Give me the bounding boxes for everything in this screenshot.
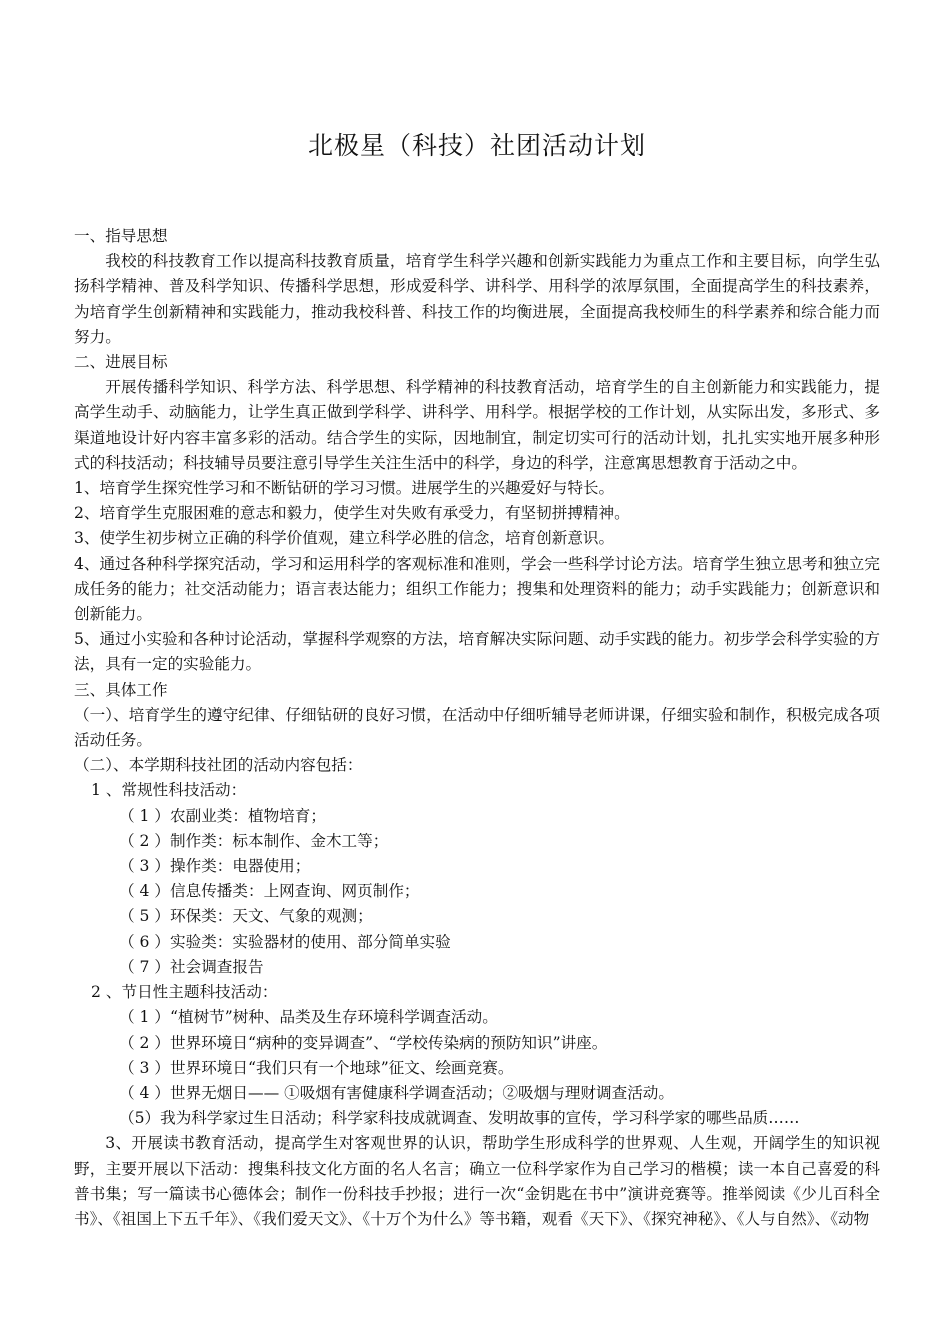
- routine-activity-item: （ 5 ）环保类：天文、气象的观测；: [119, 907, 373, 926]
- goal-item-5: 5、通过小实验和各种讨论活动，掌握科学观察的方法，培育解决实际问题、动手实践的能力。初步学会科学实验的方法，具有一定的实验能力。: [74, 630, 880, 674]
- festival-activity-item: （ 2 ）世界环境日“病种的变异调查”、“学校传染病的预防知识”讲座。: [119, 1033, 608, 1052]
- goal-item-1: 1、培育学生探究性学习和不断钻研的学习习惯。进展学生的兴趣爱好与特长。: [74, 479, 615, 498]
- document-title: 北极星（科技）社团活动计划: [307, 131, 646, 160]
- festival-activity-item: （ 3 ）世界环境日“我们只有一个地球”征文、绘画竞赛。: [119, 1058, 514, 1077]
- section1-heading: 一、指导思想: [74, 227, 168, 245]
- document-body: [74, 224, 880, 1232]
- goal-item-4: 4、通过各种科学探究活动，学习和运用科学的客观标准和准则，学会一些科学讨论方法。培育学生独立思考和独立完成任务的能力；社交活动能力；语言表达能力；组织工作能力；搜集和处理资料的能力；动手实践能力；创新意识和创新能力。: [74, 554, 880, 624]
- routine-activity-item: （ 3 ）操作类：电器使用；: [119, 857, 311, 876]
- festival-activity-item: （5）我为科学家过生日活动；科学家科技成就调查、发明故事的宣传，学习科学家的哪些品质……: [119, 1109, 800, 1128]
- section2-paragraph: 开展传播科学知识、科学方法、科学思想、科学精神的科技教育活动，培育学生的自主创新能力和实践能力，提高学生动手、动脑能力，让学生真正做到学科学、讲科学、用科学。根据学校的工作计划，从实际出发，多形式、多渠道地设计好内容丰富多彩的活动。结合学生的实际，因地制宜，制定切实可行的活动计划，扎扎实实地开展多种形式的科技活动；科技辅导员要注意引导学生关注生活中的科学，身边的科学，注意寓思想教育于活动之中。: [74, 378, 880, 472]
- work-part-1: （一）、培育学生的遵守纪律、仔细钻研的良好习惯，在活动中仔细听辅导老师讲课，仔细实验和制作，积极完成各项活动任务。: [74, 705, 880, 750]
- routine-activity-item: （ 6 ）实验类：实验器材的使用、部分简单实验: [119, 932, 451, 951]
- section3-heading: 三、具体工作: [74, 680, 168, 699]
- goal-item-2: 2、培育学生克服困难的意志和毅力，使学生对失败有承受力，有坚韧拼搏精神。: [74, 504, 630, 523]
- festival-activities-heading: 2 、节日性主题科技活动：: [91, 983, 278, 1002]
- routine-activity-item: （ 7 ）社会调查报告: [119, 957, 264, 976]
- section2-heading: 二、进展目标: [74, 353, 168, 372]
- reading-activities-paragraph: 3、开展读书教育活动，提高学生对客观世界的认识，帮助学生形成科学的世界观、人生观，开阔学生的知识视野，主要开展以下活动：搜集科技文化方面的名人名言；确立一位科学家作为自己学习的楷模；读一本自己喜爱的科普书集；写一篇读书心德体会；制作一份科技手抄报；进行一次“金钥匙在书中”演讲竞赛等。推举阅读《少儿百科全书》、《祖国上下五千年》、《我们爱天文》、《十万个为什么》等书籍，观看《天下》、《探究神秘》、《人与自然》、《动物: [74, 1134, 880, 1228]
- routine-activity-item: （ 1 ）农副业类：植物培育；: [119, 806, 326, 825]
- festival-activity-item: （ 1 ）“植树节”树种、品类及生存环境科学调查活动。: [119, 1008, 498, 1027]
- festival-activity-item: （ 4 ）世界无烟日—— ①吸烟有害健康科学调查活动；②吸烟与理财调查活动。: [119, 1083, 674, 1102]
- goal-item-3: 3、使学生初步树立正确的科学价值观，建立科学必胜的信念，培育创新意识。: [74, 529, 615, 548]
- routine-activity-item: （ 2 ）制作类：标本制作、金木工等；: [119, 831, 389, 850]
- routine-activities-heading: 1 、常规性科技活动：: [91, 781, 247, 800]
- section1-paragraph: 我校的科技教育工作以提高科技教育质量，培育学生科学兴趣和创新实践能力为重点工作和主要目标，向学生弘扬科学精神、普及科学知识、传播科学思想，形成爱科学、讲科学、用科学的浓厚氛围，全面提高学生的科技素养，为培育学生创新精神和实践能力，推动我校科普、科技工作的均衡进展，全面提高我校师生的科学素养和综合能力而努力。: [74, 252, 880, 346]
- routine-activity-item: （ 4 ）信息传播类：上网查询、网页制作；: [119, 882, 420, 901]
- work-part-2: （二）、本学期科技社团的活动内容包括：: [74, 756, 363, 775]
